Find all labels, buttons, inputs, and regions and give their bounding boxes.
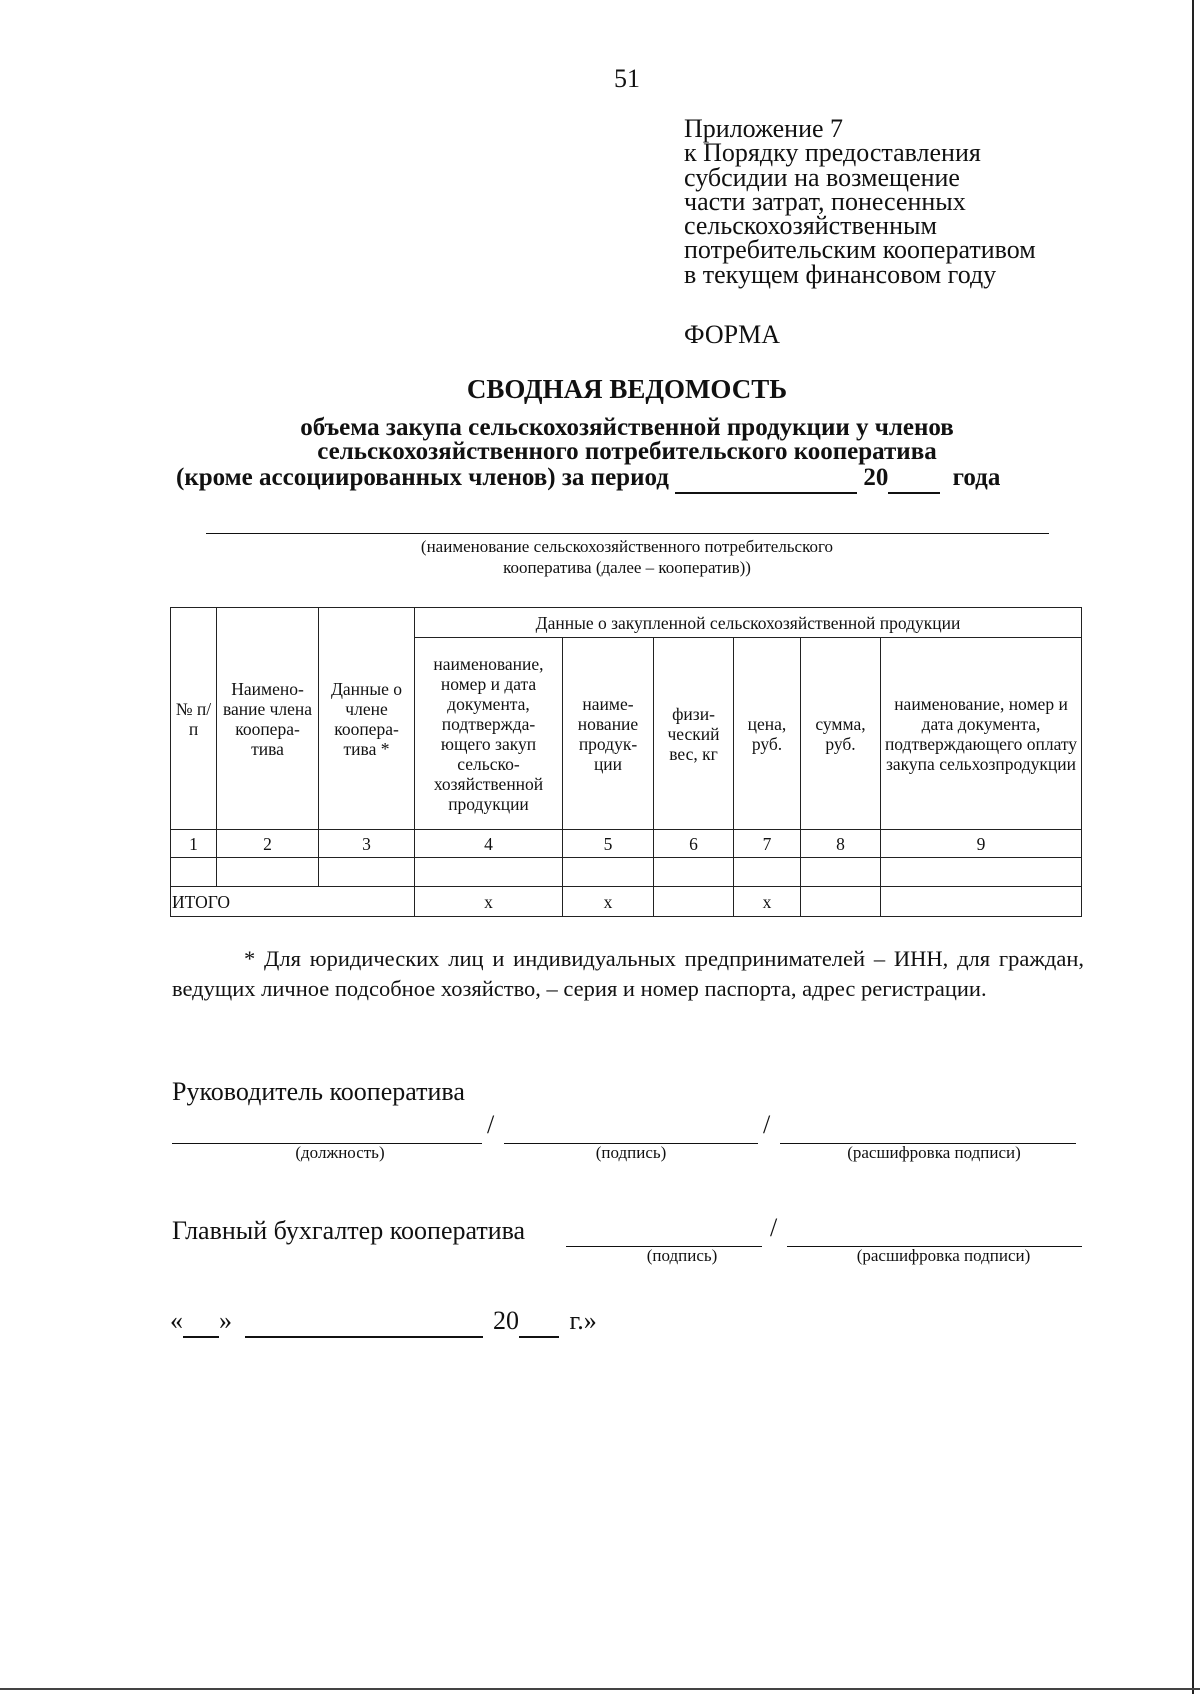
header-payment-document: наименование, номер и дата документа, подтверждающего оплату закупа сельхозпродукции xyxy=(881,638,1082,830)
header-price: цена, руб. xyxy=(734,638,801,830)
table-cell[interactable] xyxy=(563,858,654,887)
total-sum[interactable] xyxy=(801,887,881,917)
date-line xyxy=(170,1306,597,1338)
head-position-caption: (должность) xyxy=(295,1143,385,1162)
column-number: 8 xyxy=(801,830,881,858)
column-number: 6 xyxy=(654,830,734,858)
caption-line-2: кооператива (далее – кооператив)) xyxy=(503,558,751,577)
page-edge-right xyxy=(1192,0,1194,1694)
appendix-block xyxy=(684,114,1036,289)
footnote xyxy=(172,944,1084,1003)
head-signature-caption: (подпись) xyxy=(595,1143,667,1162)
column-number: 9 xyxy=(881,830,1082,858)
date-month-field[interactable] xyxy=(245,1306,483,1338)
page-edge-bottom xyxy=(0,1688,1200,1690)
column-number: 5 xyxy=(563,830,654,858)
accountant-name-caption: (расшифровка подписи) xyxy=(856,1246,1031,1265)
appendix-line: части затрат, понесенных xyxy=(684,186,966,216)
signature-separator: / xyxy=(763,1110,771,1139)
cooperative-name-caption xyxy=(0,536,1200,578)
date-suffix: г.» xyxy=(569,1306,597,1335)
column-number: 7 xyxy=(734,830,801,858)
document-title: СВОДНАЯ ВЕДОМОСТЬ xyxy=(466,374,788,404)
signature-separator: / xyxy=(770,1213,778,1242)
header-product-name: наиме-нование продук-ции xyxy=(563,638,654,830)
table-cell[interactable] xyxy=(415,858,563,887)
head-signature-title: Руководитель кооператива xyxy=(172,1077,465,1106)
date-day-field[interactable] xyxy=(183,1306,219,1338)
appendix-line: к Порядку предоставления xyxy=(684,138,981,168)
cooperative-name-field[interactable] xyxy=(206,533,1049,534)
header-purchased-product-group: Данные о закупленной сельскохозяйственной продукции xyxy=(415,608,1082,638)
date-close-quote: » xyxy=(219,1306,232,1335)
table-cell[interactable] xyxy=(217,858,319,887)
appendix-line: сельскохозяйственным xyxy=(684,211,937,241)
date-open-quote: « xyxy=(170,1306,183,1335)
table-cell[interactable] xyxy=(734,858,801,887)
subtitle-period-line xyxy=(176,464,1000,494)
column-number: 1 xyxy=(171,830,217,858)
total-purchase-document: x xyxy=(415,887,563,917)
subtitle-line-2: сельскохозяйственного потребительского кооператива xyxy=(317,438,937,465)
table-cell[interactable] xyxy=(171,858,217,887)
total-label: ИТОГО xyxy=(171,887,415,917)
total-price: x xyxy=(734,887,801,917)
accountant-signature-title: Главный бухгалтер кооператива xyxy=(172,1216,526,1245)
caption-line-1: (наименование сельскохозяйственного потребительского xyxy=(420,537,834,556)
table-row xyxy=(171,858,1082,887)
page-number: 51 xyxy=(614,64,640,93)
period-suffix: года xyxy=(952,464,1001,491)
header-weight: физи-ческий вес, кг xyxy=(654,638,734,830)
header-purchase-document: наименование, номер и дата документа, подтвержда-ющего закуп сельско-хозяйственной продукции xyxy=(415,638,563,830)
form-label: ФОРМА xyxy=(684,320,780,349)
header-member-name: Наимено-вание члена коопера-тива xyxy=(217,608,319,830)
purchase-table xyxy=(170,607,1082,917)
appendix-line: потребительским кооперативом xyxy=(684,235,1036,265)
period-year-field[interactable] xyxy=(888,464,940,494)
footnote-text: * Для юридических лиц и индивидуальных предпринимателей – ИНН, для граждан, ведущих личное подсобное хозяйство, – серия и номер паспорта, адрес регистрации. xyxy=(172,946,1084,1001)
total-row xyxy=(171,887,1082,917)
document-subtitle xyxy=(0,416,1200,464)
table-cell[interactable] xyxy=(801,858,881,887)
header-member-data: Данные о члене коопера-тива * xyxy=(319,608,415,830)
header-number: № п/п xyxy=(171,608,217,830)
table-cell[interactable] xyxy=(654,858,734,887)
period-year-prefix: 20 xyxy=(863,464,889,491)
subtitle-line-1: объема закупа сельскохозяйственной продукции у членов xyxy=(300,414,954,441)
date-year-field[interactable] xyxy=(519,1306,559,1338)
signature-separator: / xyxy=(487,1110,495,1139)
column-number: 2 xyxy=(217,830,319,858)
column-number: 3 xyxy=(319,830,415,858)
table-cell[interactable] xyxy=(881,858,1082,887)
date-year-prefix: 20 xyxy=(493,1306,519,1335)
appendix-line: в текущем финансовом году xyxy=(684,259,997,289)
total-product-name: x xyxy=(563,887,654,917)
accountant-signature-caption: (подпись) xyxy=(646,1246,718,1265)
head-name-caption: (расшифровка подписи) xyxy=(847,1143,1021,1162)
column-number: 4 xyxy=(415,830,563,858)
column-number-row xyxy=(171,830,1082,858)
total-payment-document[interactable] xyxy=(881,887,1082,917)
total-weight[interactable] xyxy=(654,887,734,917)
period-field[interactable] xyxy=(675,464,857,494)
appendix-line: Приложение 7 xyxy=(684,114,844,143)
appendix-line: субсидии на возмещение xyxy=(684,162,960,192)
header-sum: сумма, руб. xyxy=(801,638,881,830)
table-cell[interactable] xyxy=(319,858,415,887)
period-prefix: (кроме ассоциированных членов) за период xyxy=(176,464,669,491)
